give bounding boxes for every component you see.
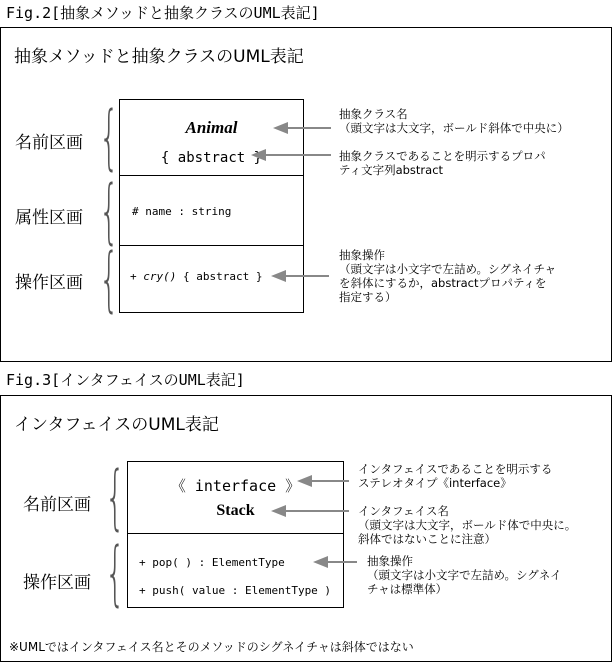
operation-compartment-label: 操作区画 <box>23 573 91 593</box>
note-line: 抽象操作 <box>339 248 385 262</box>
operation-note <box>367 554 561 596</box>
class-name: Animal <box>185 118 238 137</box>
name-op-divider <box>128 533 343 534</box>
note-line: インタフェイス名 <box>358 504 449 518</box>
interface-name-note <box>358 504 576 546</box>
fig2-title: 抽象メソッドと抽象クラスのUML表記 <box>14 47 304 67</box>
footnote: ※UMLではインタフェイス名とそのメソッドのシグネイチャは斜体ではない <box>9 640 414 654</box>
attribute-row: # name : string <box>132 205 232 218</box>
note-line: インタフェイスであることを明示する <box>358 462 553 476</box>
operation-row: + push( value : ElementType ) <box>139 584 332 597</box>
fig3-title: インタフェイスのUML表記 <box>14 415 219 435</box>
note-line: チャは標準体） <box>367 582 448 596</box>
stereotype-note <box>358 462 552 490</box>
note-line: 斜体ではないことに注意） <box>358 532 496 546</box>
fig3-panel <box>0 395 612 662</box>
operation-compartment-label: 操作区画 <box>15 273 83 293</box>
note-line: 指定する） <box>339 290 397 304</box>
fig3-caption: Fig.3[インタフェイスのUML表記] <box>6 371 245 389</box>
class-name-note <box>339 107 569 135</box>
note-line: 抽象クラス名 <box>339 107 408 121</box>
note-line: 抽象操作 <box>367 554 413 568</box>
fig2-caption: Fig.2[抽象メソッドと抽象クラスのUML表記] <box>6 4 320 22</box>
abstract-tag-note <box>339 149 546 177</box>
attribute-brace-icon: { <box>99 170 120 252</box>
note-line: ティ文字列abstract <box>339 163 444 177</box>
note-line: （頭文字は小文字で左詰め。シグネイ <box>367 568 562 582</box>
name-attr-divider <box>120 175 303 176</box>
stereotype-label: 《 interface 》 <box>170 477 301 495</box>
operation-suffix: { abstract } <box>176 270 263 283</box>
note-line: 抽象クラスであることを明示するプロパ <box>339 149 546 163</box>
attribute-compartment-label: 属性区画 <box>15 208 83 228</box>
name-brace-icon: { <box>99 96 120 178</box>
attr-op-divider <box>120 245 303 246</box>
operation-prefix: + <box>130 270 144 283</box>
name-compartment-label: 名前区画 <box>23 495 91 515</box>
note-line: （頭文字は大文字，ボールド体で中央に。 <box>358 518 577 532</box>
abstract-property-tag: { abstract } <box>160 150 263 166</box>
operation-brace-icon: { <box>99 238 120 320</box>
operation-note <box>339 248 556 304</box>
name-brace-icon: { <box>105 456 126 538</box>
interface-name: Stack <box>216 502 255 519</box>
note-line: ステレオタイプ《interface》 <box>358 476 512 490</box>
fig2-panel <box>0 27 612 362</box>
operation-name: cry() <box>143 270 177 283</box>
name-compartment-label: 名前区画 <box>15 133 83 153</box>
operation-row: + pop( ) : ElementType <box>139 556 285 569</box>
operation-brace-icon: { <box>105 532 126 614</box>
note-line: を斜体にするか，abstractプロパティを <box>339 276 547 290</box>
note-line: （頭文字は小文字で左詰め。シグネイチャ <box>339 262 557 276</box>
note-line: （頭文字は大文字，ボールド斜体で中央に） <box>339 121 569 135</box>
